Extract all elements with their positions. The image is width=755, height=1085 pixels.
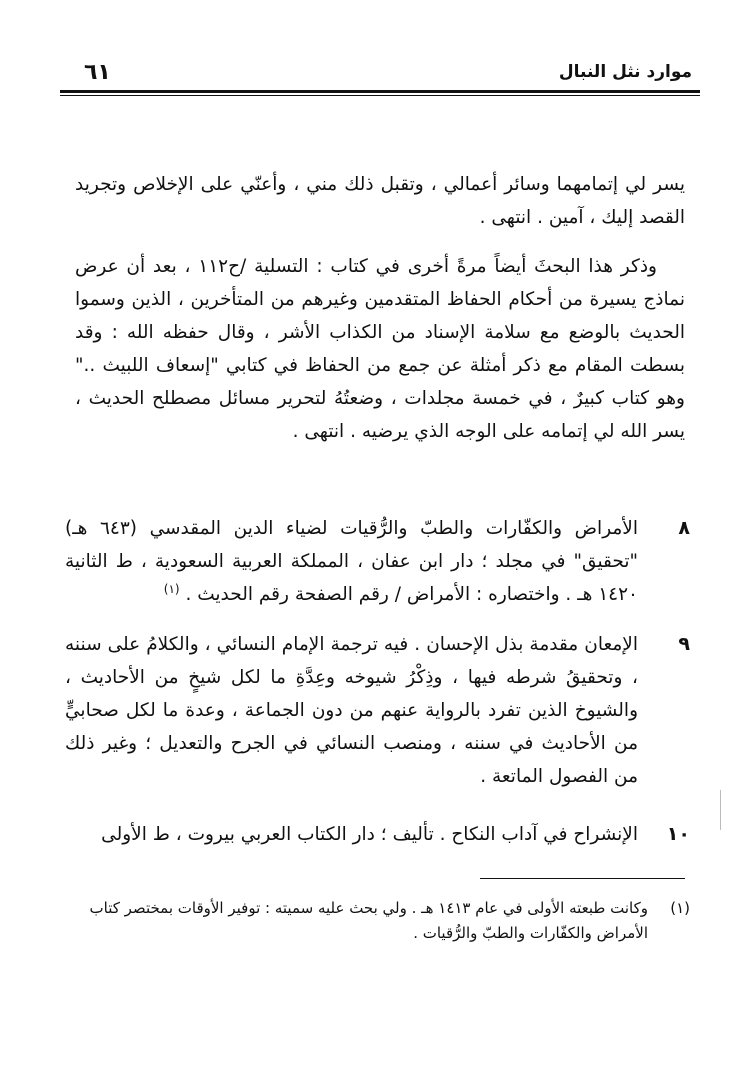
footnote-separator [480,878,685,879]
item-text: الإمعان مقدمة بذل الإحسان . فيه ترجمة الإمام النسائي ، والكلامُ على سننه ، وتحقيقُ شرطه فيها ، وذِكْرُ شيوخه وعِدَّةِ ما لكل شيخٍ من الأحاديث ، والشيوخ الذين تفرد بالرواية عنهم من دون الجماعة ، وعدة ما لكل صحابيٍّ من الأحاديث في سننه ، ومنصب النسائي في الجرح والتعديل ؛ وغير ذلك من الفصول الماتعة . [65,634,638,787]
page-header [60,58,700,88]
item-number: ١٠ [666,823,690,845]
paragraph-tasliya [75,250,685,448]
header-rule-thin [60,95,700,96]
item-text: الإنشراح في آداب النكاح . تأليف ؛ دار الكتاب العربي بيروت ، ط الأولى [101,824,638,845]
paragraph-continuation [75,168,685,234]
footnote-marker: (١) [670,899,690,917]
margin-mark [720,790,721,830]
header-rule-thick [60,90,700,93]
list-item [65,628,690,793]
running-title: موارد نثل النبال [558,62,692,82]
paragraph-text: يسر لي إتمامهما وسائر أعمالي ، وتقبل ذلك مني ، وأعنّي على الإخلاص وتجريد القصد إليك ، آمين . انتهى . [75,174,685,228]
list-item [65,818,690,851]
footnote [65,896,690,946]
footnote-reference: (١) [163,581,180,596]
item-number: ٩ [678,633,690,655]
list-item [65,512,690,611]
footnote-text: وكانت طبعته الأولى في عام ١٤١٣ هـ . ولي بحث عليه سميته : توفير الأوقات بمختصر كتاب الأمراض والكفّارات والطبّ والرُّقيات . [89,899,648,942]
page-number: ٦١ [84,60,111,85]
paragraph-text: وذكر هذا البحثَ أيضاً مرةً أخرى في كتاب : التسلية /ح١١٢ ، بعد أن عرض نماذج يسيرة من أحكام الحفاظ المتقدمين وغيرهم من المتأخرين ، الذين وسموا الحديث بالوضع مع سلامة الإسناد من الكذاب الأشر ، وقال حفظه الله : وقد بسطت المقام مع ذكر أمثلة عن جمع من الحفاظ في كتابي "إسعاف اللبيث .." وهو كتاب كبيرٌ ، في خمسة مجلدات ، وضعتُهُ لتحرير مسائل مصطلح الحديث ، يسر الله لي إتمامه على الوجه الذي يرضيه . انتهى . [75,256,685,442]
item-text [65,512,638,611]
item-body: الأمراض والكفّارات والطبّ والرُّقيات لضياء الدين المقدسي (٦٤٣ هـ) "تحقيق" في مجلد ؛ دار ابن عفان ، المملكة العربية السعودية ، ط الثانية ١٤٢٠ هـ . واختصاره : الأمراض / رقم الصفحة رقم الحديث . [65,518,638,605]
item-number: ٨ [678,517,690,539]
